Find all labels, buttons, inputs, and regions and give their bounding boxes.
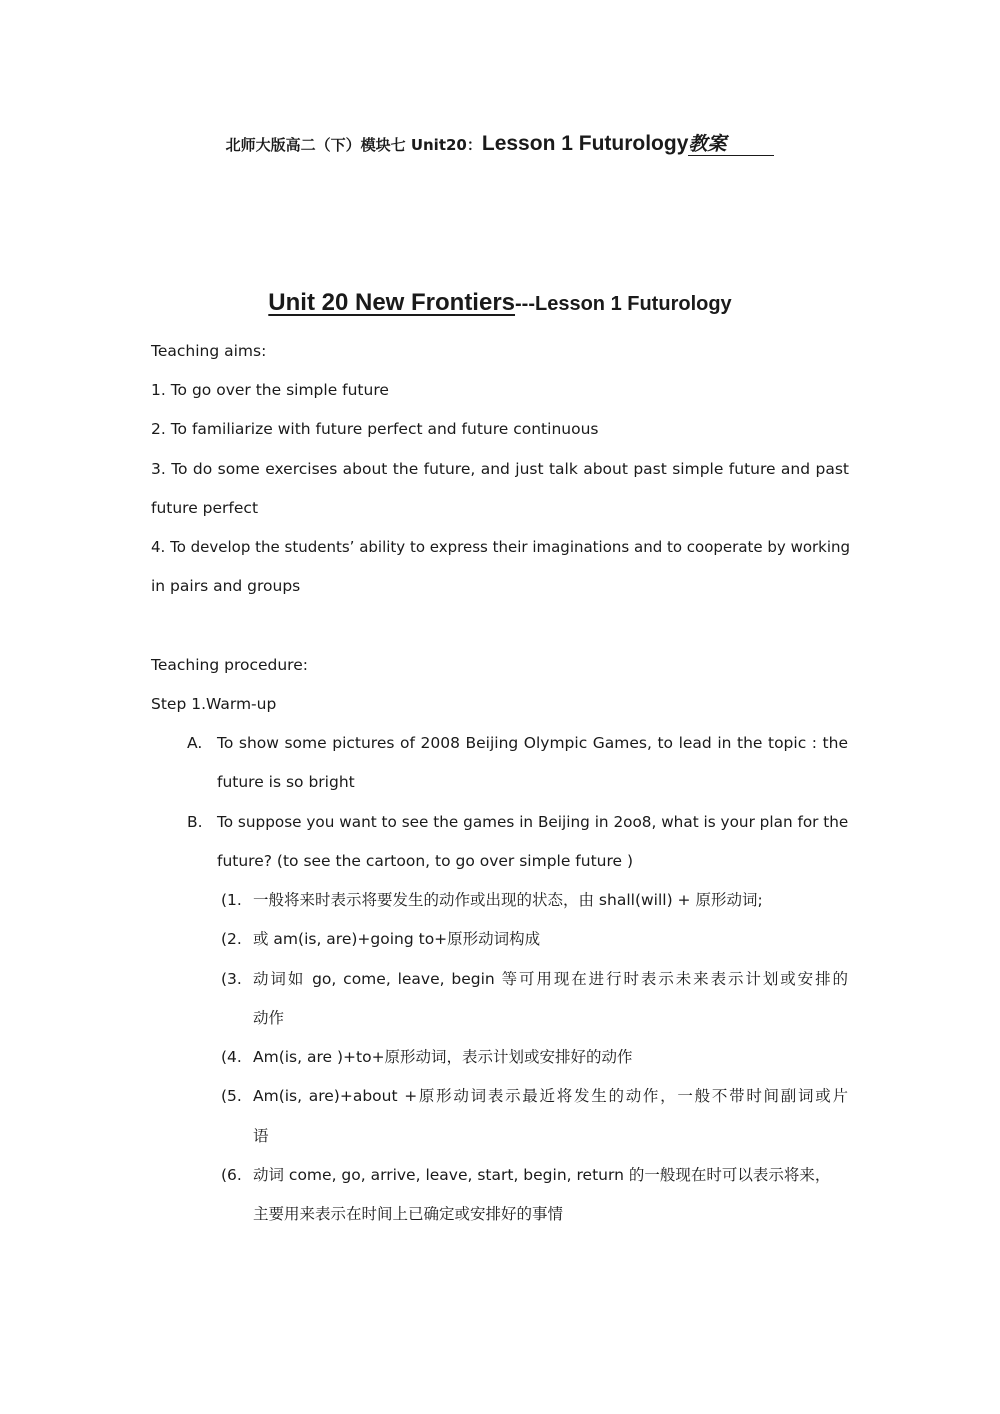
unit-title-main: Unit 20 New Frontiers bbox=[268, 289, 516, 316]
note-marker: (2. bbox=[221, 930, 242, 948]
grammar-note-continued: 动作 bbox=[253, 1009, 285, 1027]
note-marker: (1. bbox=[221, 891, 242, 909]
note-marker: (3. bbox=[221, 970, 242, 988]
note-marker: (4. bbox=[221, 1048, 242, 1066]
grammar-note-continued: 语 bbox=[253, 1127, 269, 1145]
header-lesson-plan-label: 教案 bbox=[688, 133, 774, 156]
aim-item: 3. To do some exercises about the future, and just talk about past simple future and past bbox=[151, 460, 849, 478]
unit-title bbox=[0, 289, 1000, 317]
document-header bbox=[0, 132, 1000, 156]
procedure-item-b-continued: future? (to see the cartoon, to go over simple future ) bbox=[217, 852, 634, 870]
procedure-item-b: To suppose you want to see the games in Beijing in 2oo8, what is your plan for the bbox=[217, 813, 849, 831]
aim-item-continued: future perfect bbox=[151, 499, 259, 517]
aim-item: 1. To go over the simple future bbox=[151, 381, 389, 399]
aim-item: 4. To develop the students’ ability to express their imaginations and to cooperate by working bbox=[151, 538, 851, 556]
note-marker: (6. bbox=[221, 1166, 242, 1184]
step-1-heading: Step 1.Warm-up bbox=[151, 695, 277, 713]
header-chinese-title: 北师大版高二（下）模块七 Unit20： bbox=[225, 136, 482, 154]
aim-item-continued: in pairs and groups bbox=[151, 577, 301, 595]
grammar-note: 动词 come, go, arrive, leave, start, begin, return 的一般现在时可以表示将来， bbox=[253, 1166, 831, 1184]
aim-item: 2. To familiarize with future perfect and future continuous bbox=[151, 420, 599, 438]
grammar-note: 或 am(is, are)+going to+原形动词构成 bbox=[253, 930, 541, 948]
header-lesson-title: Lesson 1 Futurology bbox=[481, 132, 689, 155]
procedure-item-a-continued: future is so bright bbox=[217, 773, 355, 791]
list-marker-a: A. bbox=[187, 734, 203, 752]
grammar-note: Am(is, are )+to+原形动词，表示计划或安排好的动作 bbox=[253, 1048, 633, 1066]
teaching-procedure-heading: Teaching procedure: bbox=[151, 656, 308, 674]
procedure-item-a: To show some pictures of 2008 Beijing Olympic Games, to lead in the topic : the bbox=[217, 734, 848, 752]
teaching-aims-heading: Teaching aims: bbox=[151, 342, 267, 360]
unit-title-lesson: ---Lesson 1 Futurology bbox=[515, 293, 732, 315]
grammar-note: Am(is, are)+about +原形动词表示最近将发生的动作，一般不带时间副词或片 bbox=[253, 1087, 848, 1105]
note-marker: (5. bbox=[221, 1087, 242, 1105]
grammar-note: 一般将来时表示将要发生的动作或出现的状态，由 shall(will) + 原形动词; bbox=[253, 891, 763, 909]
list-marker-b: B. bbox=[187, 813, 203, 831]
grammar-note: 动词如 go, come, leave, begin 等可用现在进行时表示未来表示计划或安排的 bbox=[253, 970, 848, 988]
grammar-note-continued: 主要用来表示在时间上已确定或安排好的事情 bbox=[253, 1205, 564, 1223]
